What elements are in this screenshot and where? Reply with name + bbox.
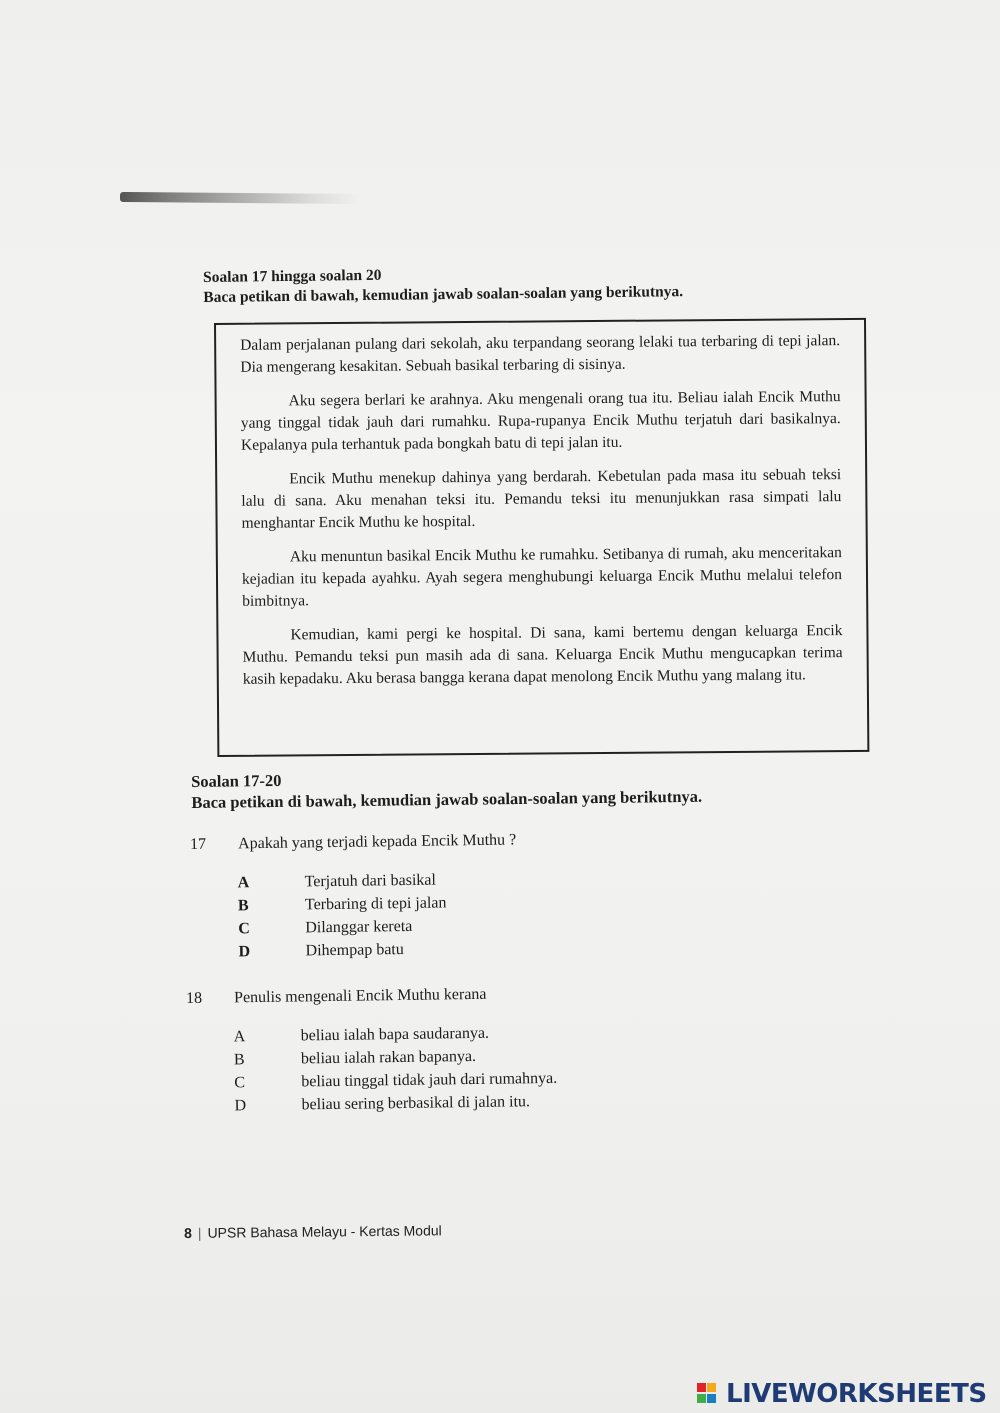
question-18: [186, 985, 558, 1118]
option-d[interactable]: [238, 936, 517, 963]
option-letter: A: [233, 1028, 246, 1046]
option-letter: C: [238, 920, 250, 938]
option-text: beliau tinggal tidak jauh dari rumahnya.: [301, 1069, 558, 1091]
liveworksheets-brand[interactable]: [697, 1381, 987, 1407]
option-text: beliau sering berbasikal di jalan itu.: [301, 1093, 531, 1114]
passage-paragraph-3: Encik Muthu menekup dahinya yang berdarah. Kebetulan pada masa itu sebuah teksi lalu di sana. Aku menahan teksi itu. Pemandu teksi itu menunjukkan rasa simpati lalu menghantar Encik Muthu ke hospital.: [241, 466, 842, 532]
option-letter: A: [237, 874, 250, 892]
answer-options: [233, 1021, 557, 1117]
footer-separator: |: [197, 1224, 202, 1241]
option-letter: C: [234, 1074, 246, 1092]
passage-paragraph-1: Dalam perjalanan pulang dari sekolah, aku terpandang seorang lelaki tua terbaring di tepi jalan. Dia mengerang kesakitan. Sebuah basikal terbaring di sisinya.: [240, 332, 841, 376]
option-text: Dihempap batu: [305, 941, 404, 960]
page-number: 8: [184, 1224, 192, 1241]
footer-text: UPSR Bahasa Melayu - Kertas Modul: [207, 1222, 442, 1241]
option-text: Terbaring di tepi jalan: [304, 894, 447, 914]
question-text: Apakah yang terjadi kepada Encik Muthu ?: [237, 831, 517, 853]
reading-passage: [240, 330, 843, 703]
section-header: [203, 262, 683, 308]
option-d[interactable]: [234, 1090, 557, 1118]
page-footer: [184, 1222, 442, 1241]
scan-smudge: [120, 192, 360, 204]
question-17: [190, 831, 518, 964]
questions-header: [191, 765, 702, 813]
questions-header-title: Soalan 17-20: [191, 770, 282, 791]
option-text: beliau ialah bapa saudaranya.: [300, 1024, 490, 1045]
passage-paragraph-2: Aku segera berlari ke arahnya. Aku mengenali orang tua itu. Beliau ialah Encik Muthu yang tinggal tidak jauh dari rumahku. Rupa-rupanya Encik Muthu terjatuh dari basikalnya. Kepalanya pula terhantuk pada bongkah batu di tepi jalan itu.: [240, 388, 841, 454]
questions-header-instruction: Baca petikan di bawah, kemudian jawab soalan-soalan yang berikutnya.: [191, 786, 703, 812]
answer-options: [237, 867, 517, 963]
option-text: Terjatuh dari basikal: [304, 871, 437, 891]
passage-box: [214, 318, 869, 757]
section-header-instruction: Baca petikan di bawah, kemudian jawab soalan-soalan yang berikutnya.: [203, 283, 684, 306]
question-text: Penulis mengenali Encik Muthu kerana: [233, 985, 487, 1007]
option-letter: D: [234, 1097, 247, 1115]
brand-name: LIVEWORKSHEETS: [726, 1379, 987, 1409]
section-header-title: Soalan 17 hingga soalan 20: [203, 266, 382, 286]
option-text: beliau ialah rakan bapanya.: [300, 1047, 477, 1068]
option-letter: D: [238, 943, 251, 961]
passage-paragraph-5: Kemudian, kami pergi ke hospital. Di sana, kami bertemu dengan keluarga Encik Muthu. Pemandu teksi pun masih ada di sana. Keluarga Encik Muthu mengucapkan terima kasih kepadaku. Aku berasa bangga kerana dapat menolong Encik Muthu yang malang itu.: [242, 622, 843, 688]
option-letter: B: [237, 897, 249, 915]
passage-paragraph-4: Aku menuntun basikal Encik Muthu ke rumahku. Setibanya di rumah, aku menceritakan kejadian itu kepada ayahku. Ayah segera menghubungi keluarga Encik Muthu melalui telefon bimbitnya.: [241, 544, 843, 610]
liveworksheets-logo-icon: [697, 1383, 723, 1405]
option-text: Dilanggar kereta: [305, 917, 413, 937]
question-number: 18: [186, 989, 203, 1007]
option-letter: B: [233, 1051, 245, 1069]
question-number: 17: [190, 835, 207, 853]
